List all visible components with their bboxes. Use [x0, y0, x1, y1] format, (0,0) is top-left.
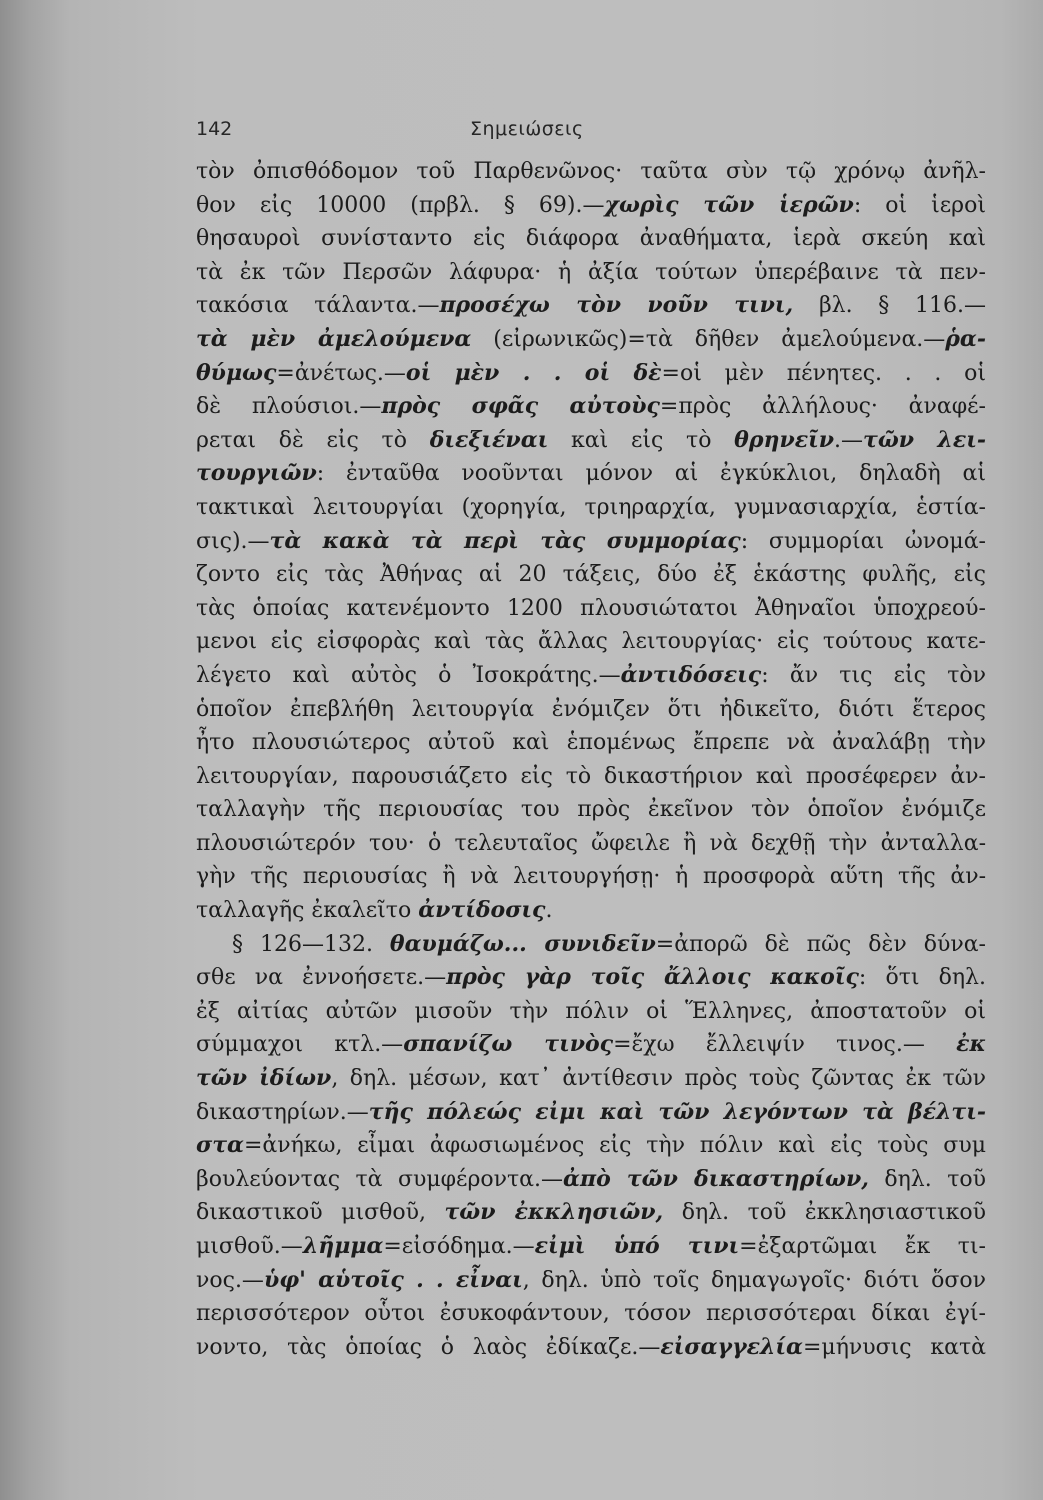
- text-line: [196, 793, 986, 827]
- text-segment: δηλ. τοῦ ἐκκλησιαστικοῦ: [663, 1200, 986, 1226]
- text-line: [196, 1264, 986, 1298]
- text-segment: ὁποῖον ἐπεβλήθη λειτουργία ἐνόμιζεν ὅτι ἠδικεῖτο, διότι ἕτερος: [196, 696, 986, 722]
- lemma-term: τῆς πόλεώς εἰμι καὶ τῶν λεγόντων τὰ βέλτι-: [368, 1098, 986, 1125]
- text-line: [196, 894, 986, 928]
- text-segment: .: [545, 898, 553, 924]
- text-line: [196, 693, 986, 727]
- text-line: [196, 1062, 986, 1096]
- text-segment: νοντο, τὰς ὁποίας ὁ λαὸς ἐδίκαζε.—: [196, 1334, 661, 1360]
- text-segment: : ἄν τις εἰς τὸν: [761, 662, 987, 688]
- text-segment: =εἰσόδημα.—: [383, 1234, 535, 1259]
- text-segment: ἐξ αἰτίας αὐτῶν μισοῦν τὴν πόλιν οἱ Ἕλληνες, ἀποστατοῦν οἱ: [196, 998, 986, 1024]
- text-segment: =ἐξαρτῶμαι ἔκ τι-: [739, 1234, 986, 1259]
- text-segment: βλ. § 116.—: [793, 293, 986, 319]
- lemma-term: λῆμμα: [302, 1233, 384, 1259]
- lemma-term: εἰσαγγελία: [660, 1333, 803, 1360]
- lemma-term: προσέχω τὸν νοῦν τινι,: [439, 292, 794, 319]
- text-segment: : συμμορίαι ὠνομά-: [740, 528, 986, 554]
- text-line: [196, 1196, 986, 1230]
- text-line: [196, 592, 986, 626]
- lemma-term: ἀπὸ τῶν δικαστηρίων,: [563, 1165, 869, 1192]
- text-segment: : ὅτι δηλ.: [858, 965, 986, 991]
- lemma-term: θύμως: [196, 359, 277, 386]
- text-segment: =ἀνέτως.—: [276, 360, 406, 386]
- text-segment: τακόσια τάλαντα.—: [196, 293, 440, 319]
- text-segment: , δηλ. μέσων, κατ᾽ ἀντίθεσιν πρὸς τοὺς ζῶντας ἐκ τῶν: [331, 1066, 986, 1092]
- text-line: [196, 827, 986, 861]
- lemma-term: στα: [196, 1132, 244, 1159]
- text-segment: πλουσιώτερόν του· ὁ τελευταῖος ὤφειλε ἢ νὰ δεχθῇ τὴν ἀνταλλα-: [196, 830, 986, 856]
- text-line: [196, 390, 986, 424]
- lemma-term: σπανίζω τινὸς: [403, 1031, 614, 1058]
- text-line: [196, 928, 986, 962]
- lemma-term: θαυμάζω... συνιδεῖν: [389, 930, 656, 957]
- text-segment: : οἱ ἱεροὶ: [853, 192, 986, 218]
- text-segment: τακτικαὶ λειτουργίαι (χορηγία, τριηραρχία, γυμνασιαρχία, ἑστία-: [196, 494, 986, 520]
- text-line: [196, 1297, 986, 1331]
- text-line: [196, 457, 986, 491]
- lemma-term: τῶν ἐκκλησιῶν,: [444, 1199, 664, 1226]
- text-segment: =ἀπορῶ δὲ πῶς δὲν δύνα-: [655, 931, 986, 957]
- text-segment: μισθοῦ.—: [196, 1234, 303, 1259]
- body-text: [196, 155, 986, 1364]
- text-segment: =πρὸς ἀλλήλους· ἀναφέ-: [659, 394, 986, 420]
- text-segment: νος.—: [196, 1267, 264, 1293]
- text-line: [196, 222, 986, 256]
- text-segment: σύμμαχοι κτλ.—: [196, 1032, 404, 1058]
- lemma-term: θρηνεῖν: [734, 426, 835, 453]
- lemma-term: οἱ μὲν . . οἱ δὲ: [405, 359, 662, 386]
- text-segment: , δηλ. ὑπὸ τοῖς δημαγωγοῖς· διότι ὅσον: [522, 1267, 986, 1293]
- lemma-term: πρὸς σφᾶς αὐτοὺς: [381, 393, 660, 420]
- text-segment: τὰς ὁποίας κατενέμοντο 1200 πλουσιώτατοι Ἀθηναῖοι ὑποχρεού-: [196, 595, 986, 621]
- text-line: [196, 1096, 986, 1130]
- text-line: [196, 525, 986, 559]
- lemma-term: τὰ μὲν ἀμελούμενα: [196, 325, 472, 352]
- lemma-term: διεξιέναι: [429, 426, 549, 453]
- lemma-term: χωρὶς τῶν ἱερῶν: [604, 191, 854, 218]
- text-line: [196, 1230, 986, 1264]
- text-line: [196, 155, 986, 189]
- text-segment: δηλ. τοῦ: [868, 1166, 986, 1192]
- text-line: [196, 995, 986, 1029]
- text-segment: =ἔχω ἔλλειψίν τινος.—: [613, 1032, 957, 1058]
- text-segment: βουλεύοντας τὰ συμφέροντα.—: [196, 1166, 564, 1192]
- text-segment: καὶ εἰς τὸ: [548, 427, 735, 453]
- text-line: [196, 625, 986, 659]
- text-line: [196, 961, 986, 995]
- text-segment: =οἱ μὲν πένητες. . . οἱ: [661, 360, 986, 386]
- text-segment: περισσότερον οὗτοι ἐσυκοφάντουν, τόσον περισσότεραι δίκαι ἐγί-: [196, 1301, 986, 1327]
- text-line: [196, 189, 986, 223]
- lemma-term: εἰμὶ ὑπό τινι: [534, 1233, 740, 1259]
- lemma-term: τὰ κακὰ τὰ περὶ τὰς συμμορίας: [269, 527, 741, 554]
- text-line: [196, 860, 986, 894]
- text-segment: .—: [834, 427, 864, 453]
- running-title: Σημειώσεις: [470, 118, 584, 140]
- lemma-term: τουργιῶν: [196, 460, 317, 487]
- text-segment: δικαστικοῦ μισθοῦ,: [196, 1200, 445, 1226]
- text-line: [196, 659, 986, 693]
- text-segment: ταλλαγὴν τῆς περιουσίας του πρὸς ἐκεῖνον τὸν ὁποῖον ἐνόμιζε: [196, 797, 986, 823]
- lemma-term: ἀντίδοσις: [418, 897, 546, 924]
- text-line: [196, 1163, 986, 1197]
- text-segment: τὸν ὀπισθόδομον τοῦ Παρθενῶνος· ταῦτα σὺν τῷ χρόνῳ ἀνῆλ-: [196, 159, 986, 184]
- lemma-term: ὑφ' αὑτοῖς . . εἶναι: [263, 1266, 523, 1293]
- page-number: 142: [196, 118, 233, 140]
- text-segment: γὴν τῆς περιουσίας ἢ νὰ λειτουργήσῃ· ἡ προσφορὰ αὕτη τῆς ἀν-: [196, 864, 986, 890]
- text-segment: ρεται δὲ εἰς τὸ: [196, 427, 430, 453]
- lemma-term: πρὸς γὰρ τοῖς ἄλλοις κακοῖς: [446, 964, 859, 991]
- lemma-term: τῶν λει-: [863, 426, 987, 453]
- text-line: [196, 1129, 986, 1163]
- text-segment: θον εἰς 10000 (πρβλ. § 69).—: [196, 192, 605, 218]
- lemma-term: ἐκ: [956, 1031, 986, 1058]
- text-line: [196, 256, 986, 290]
- text-segment: λειτουργίαν, παρουσιάζετο εἰς τὸ δικαστήριον καὶ προσέφερεν ἀν-: [196, 763, 986, 789]
- text-line: [196, 726, 986, 760]
- text-line: [196, 1331, 986, 1365]
- text-segment: ταλλαγῆς ἐκαλεῖτο: [196, 898, 419, 924]
- text-segment: θησαυροὶ συνίσταντο εἰς διάφορα ἀναθήματα, ἱερὰ σκεύη καὶ: [196, 226, 986, 252]
- text-segment: ἦτο πλουσιώτερος αὐτοῦ καὶ ἑπομένως ἔπρεπε νὰ ἀναλάβῃ τὴν: [196, 730, 986, 756]
- text-segment: σις).—: [196, 528, 270, 554]
- lemma-term: τῶν ἰδίων: [196, 1065, 332, 1092]
- text-segment: σθε να ἐννοήσετε.—: [196, 965, 447, 991]
- lemma-term: ῥα-: [945, 325, 986, 352]
- text-segment: ζοντο εἰς τὰς Ἀθήνας αἱ 20 τάξεις, δύο ἐξ ἑκάστης φυλῆς, εἰς: [196, 562, 986, 588]
- text-segment: δικαστηρίων.—: [196, 1099, 369, 1125]
- text-line: [196, 1028, 986, 1062]
- text-line: [196, 289, 986, 323]
- text-line: [196, 357, 986, 391]
- text-segment: μενοι εἰς εἰσφορὰς καὶ τὰς ἄλλας λειτουργίας· εἰς τούτους κατε-: [196, 629, 986, 655]
- lemma-term: ἀντιδόσεις: [620, 661, 762, 688]
- text-segment: =ἀνήκω, εἶμαι ἀφωσιωμένος εἰς τὴν πόλιν καὶ εἰς τοὺς συμ: [243, 1133, 986, 1159]
- text-line: [196, 760, 986, 794]
- text-line: [196, 323, 986, 357]
- text-segment: =μήνυσις κατὰ: [802, 1334, 986, 1360]
- text-line: [196, 424, 986, 458]
- text-segment: (εἰρωνικῶς)=τὰ δῆθεν ἀμελούμενα.—: [471, 326, 946, 352]
- text-line: [196, 558, 986, 592]
- text-line: [196, 491, 986, 525]
- text-segment: δὲ πλούσιοι.—: [196, 394, 382, 420]
- text-segment: § 126—132.: [232, 931, 390, 957]
- text-segment: τὰ ἐκ τῶν Περσῶν λάφυρα· ἡ ἀξία τούτων ὑπερέβαινε τὰ πεν-: [196, 259, 986, 285]
- text-segment: λέγετο καὶ αὐτὸς ὁ Ἰσοκράτης.—: [196, 662, 621, 688]
- text-segment: : ἐνταῦθα νοοῦνται μόνον αἱ ἐγκύκλιοι, δηλαδὴ αἱ: [316, 461, 986, 487]
